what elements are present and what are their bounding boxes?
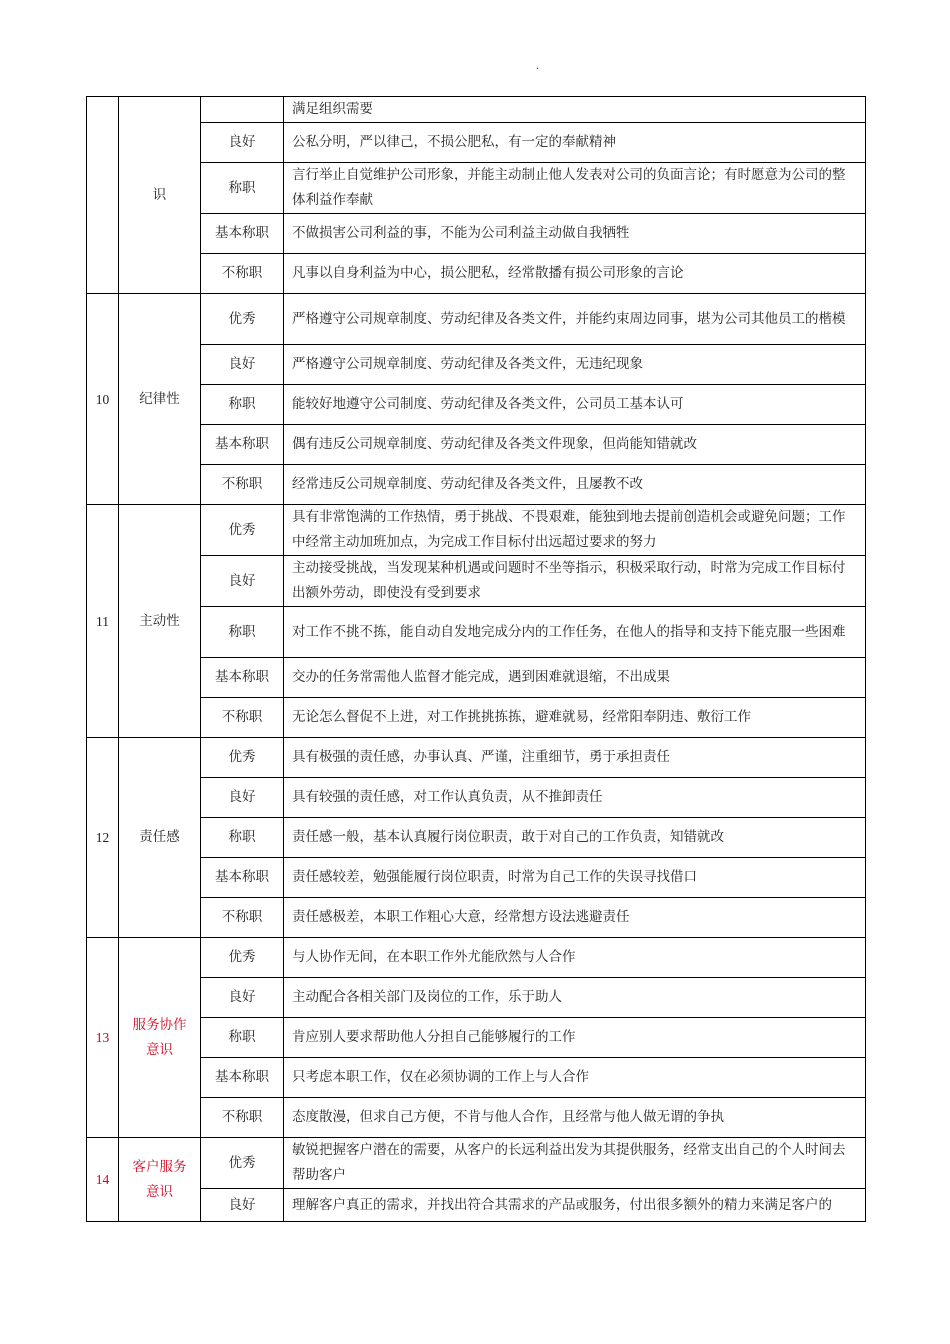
grade-level: 基本称职	[201, 214, 284, 254]
table-row	[87, 254, 866, 294]
grade-level: 不称职	[201, 898, 284, 938]
grade-level: 良好	[201, 778, 284, 818]
grade-description: 满足组织需要	[284, 97, 866, 123]
grade-level: 优秀	[201, 1138, 284, 1189]
table-row	[87, 465, 866, 505]
grade-level	[201, 97, 284, 123]
grade-level: 称职	[201, 385, 284, 425]
table-row	[87, 385, 866, 425]
table-row	[87, 214, 866, 254]
item-name: 主动性	[119, 505, 201, 738]
grade-level: 称职	[201, 163, 284, 214]
grade-description: 只考虑本职工作，仅在必须协调的工作上与人合作	[284, 1058, 866, 1098]
grade-level: 优秀	[201, 738, 284, 778]
item-number: 13	[87, 938, 119, 1138]
page-header-mark: .	[536, 58, 539, 72]
grade-description: 对工作不挑不拣，能自动自发地完成分内的工作任务，在他人的指导和支持下能克服一些困难	[284, 607, 866, 658]
grade-level: 优秀	[201, 294, 284, 345]
grade-description: 偶有违反公司规章制度、劳动纪律及各类文件现象，但尚能知错就改	[284, 425, 866, 465]
grade-level: 不称职	[201, 1098, 284, 1138]
grade-description: 公私分明，严以律己，不损公肥私，有一定的奉献精神	[284, 123, 866, 163]
grade-description: 责任感极差，本职工作粗心大意，经常想方设法逃避责任	[284, 898, 866, 938]
table-row	[87, 505, 866, 556]
grade-level: 称职	[201, 818, 284, 858]
table-row	[87, 778, 866, 818]
item-name: 识	[119, 97, 201, 294]
grade-level: 基本称职	[201, 1058, 284, 1098]
table-row	[87, 818, 866, 858]
grade-level: 良好	[201, 1189, 284, 1222]
table-row	[87, 1138, 866, 1189]
table-row	[87, 345, 866, 385]
table-row	[87, 1098, 866, 1138]
table-row	[87, 425, 866, 465]
table-row	[87, 1189, 866, 1222]
table-row	[87, 978, 866, 1018]
grade-description: 严格遵守公司规章制度、劳动纪律及各类文件，并能约束周边同事，堪为公司其他员工的楷模	[284, 294, 866, 345]
grade-description: 主动配合各相关部门及岗位的工作，乐于助人	[284, 978, 866, 1018]
grade-level: 良好	[201, 345, 284, 385]
grade-level: 称职	[201, 1018, 284, 1058]
grade-description: 理解客户真正的需求，并找出符合其需求的产品或服务，付出很多额外的精力来满足客户的	[284, 1189, 866, 1222]
grade-description: 具有非常饱满的工作热情，勇于挑战、不畏艰难，能独到地去提前创造机会或避免问题；工作中经常主动加班加点，为完成工作目标付出远超过要求的努力	[284, 505, 866, 556]
item-name: 客户服务意识	[119, 1138, 201, 1222]
grade-level: 基本称职	[201, 858, 284, 898]
grade-level: 良好	[201, 123, 284, 163]
grade-description: 具有极强的责任感，办事认真、严谨，注重细节，勇于承担责任	[284, 738, 866, 778]
grade-level: 优秀	[201, 505, 284, 556]
grade-description: 不做损害公司利益的事，不能为公司利益主动做自我牺牲	[284, 214, 866, 254]
grade-description: 无论怎么督促不上进，对工作挑挑拣拣，避难就易，经常阳奉阴违、敷衍工作	[284, 698, 866, 738]
table-row	[87, 898, 866, 938]
grade-description: 敏锐把握客户潜在的需要，从客户的长远利益出发为其提供服务，经常支出自己的个人时间去帮助客户	[284, 1138, 866, 1189]
item-number: 14	[87, 1138, 119, 1222]
grade-description: 严格遵守公司规章制度、劳动纪律及各类文件，无违纪现象	[284, 345, 866, 385]
grade-description: 肯应别人要求帮助他人分担自己能够履行的工作	[284, 1018, 866, 1058]
table-row	[87, 607, 866, 658]
grade-description: 交办的任务常需他人监督才能完成，遇到困难就退缩，不出成果	[284, 658, 866, 698]
item-name: 纪律性	[119, 294, 201, 505]
item-name: 服务协作意识	[119, 938, 201, 1138]
table-row	[87, 1058, 866, 1098]
table-row	[87, 658, 866, 698]
grade-description: 主动接受挑战，当发现某种机遇或问题时不坐等指示，积极采取行动，时常为完成工作目标付出额外劳动，即使没有受到要求	[284, 556, 866, 607]
item-number: 10	[87, 294, 119, 505]
table-row	[87, 163, 866, 214]
table-row	[87, 123, 866, 163]
table-row	[87, 938, 866, 978]
grade-description: 与人协作无间，在本职工作外尤能欣然与人合作	[284, 938, 866, 978]
grade-description: 态度散漫，但求自己方便，不肯与他人合作，且经常与他人做无谓的争执	[284, 1098, 866, 1138]
grade-level: 基本称职	[201, 658, 284, 698]
grade-description: 凡事以自身利益为中心，损公肥私，经常散播有损公司形象的言论	[284, 254, 866, 294]
grade-level: 不称职	[201, 698, 284, 738]
item-name: 责任感	[119, 738, 201, 938]
grade-description: 具有较强的责任感，对工作认真负责，从不推卸责任	[284, 778, 866, 818]
grade-level: 良好	[201, 556, 284, 607]
grade-level: 不称职	[201, 465, 284, 505]
table-row	[87, 858, 866, 898]
grade-level: 良好	[201, 978, 284, 1018]
grade-description: 责任感一般，基本认真履行岗位职责，敢于对自己的工作负责，知错就改	[284, 818, 866, 858]
grade-description: 责任感较差，勉强能履行岗位职责，时常为自己工作的失误寻找借口	[284, 858, 866, 898]
table-row	[87, 97, 866, 123]
grade-description: 言行举止自觉维护公司形象，并能主动制止他人发表对公司的负面言论；有时愿意为公司的整体利益作奉献	[284, 163, 866, 214]
table-row	[87, 698, 866, 738]
item-number: 11	[87, 505, 119, 738]
item-number: 12	[87, 738, 119, 938]
table-row	[87, 738, 866, 778]
item-number	[87, 97, 119, 294]
table-row	[87, 556, 866, 607]
grade-description: 经常违反公司规章制度、劳动纪律及各类文件，且屡教不改	[284, 465, 866, 505]
grade-level: 基本称职	[201, 425, 284, 465]
table-row	[87, 294, 866, 345]
table-row	[87, 1018, 866, 1058]
grade-level: 不称职	[201, 254, 284, 294]
evaluation-criteria-table	[86, 96, 866, 1222]
grade-level: 优秀	[201, 938, 284, 978]
grade-description: 能较好地遵守公司制度、劳动纪律及各类文件，公司员工基本认可	[284, 385, 866, 425]
grade-level: 称职	[201, 607, 284, 658]
